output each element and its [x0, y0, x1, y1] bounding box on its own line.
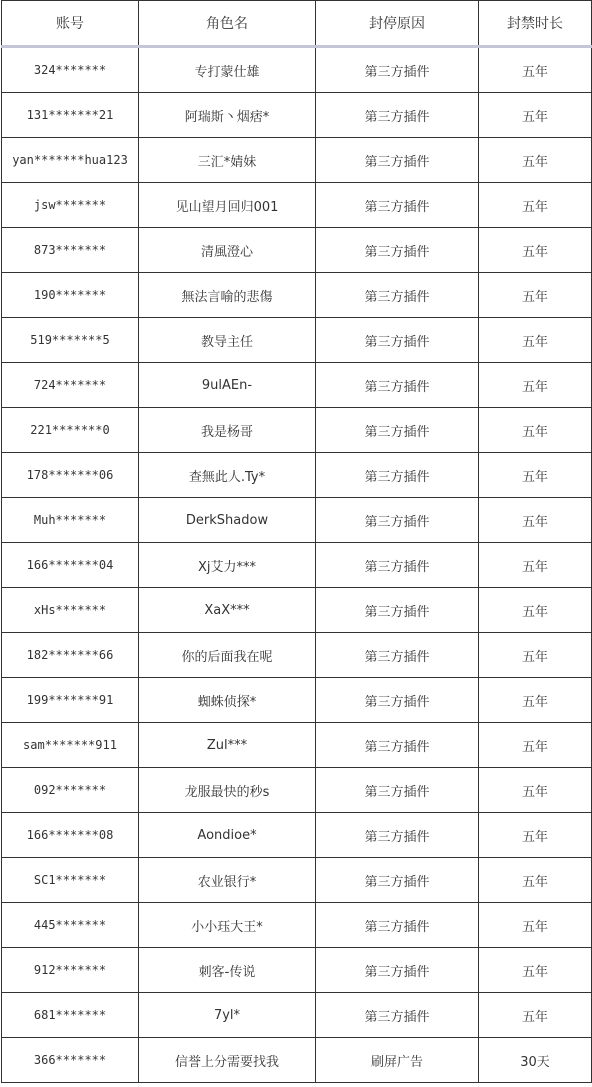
cell-ban-duration: 五年 [479, 318, 592, 363]
cell-role-name: 阿瑞斯丶烟痞* [139, 93, 316, 138]
cell-account: 445******* [2, 903, 139, 948]
table-body [2, 47, 592, 1083]
cell-ban-reason: 第三方插件 [316, 318, 479, 363]
cell-account: 221*******0 [2, 408, 139, 453]
table-row [2, 543, 592, 588]
cell-account: 182*******66 [2, 633, 139, 678]
table-row [2, 768, 592, 813]
cell-ban-reason: 第三方插件 [316, 138, 479, 183]
table-row [2, 498, 592, 543]
table-row [2, 633, 592, 678]
cell-ban-reason: 第三方插件 [316, 543, 479, 588]
table-row [2, 363, 592, 408]
cell-ban-reason: 第三方插件 [316, 768, 479, 813]
cell-ban-duration: 五年 [479, 678, 592, 723]
table-row [2, 723, 592, 768]
table-row [2, 453, 592, 498]
cell-account: sam*******911 [2, 723, 139, 768]
cell-role-name: 7yl* [139, 993, 316, 1038]
cell-ban-reason: 第三方插件 [316, 678, 479, 723]
cell-account: Muh******* [2, 498, 139, 543]
cell-ban-duration: 五年 [479, 138, 592, 183]
cell-ban-duration: 五年 [479, 723, 592, 768]
cell-account: 178*******06 [2, 453, 139, 498]
header-ban-reason: 封停原因 [316, 1, 479, 47]
cell-ban-duration: 五年 [479, 993, 592, 1038]
cell-ban-duration: 五年 [479, 588, 592, 633]
table-row [2, 138, 592, 183]
cell-ban-reason: 第三方插件 [316, 858, 479, 903]
table-row [2, 858, 592, 903]
cell-account: 131*******21 [2, 93, 139, 138]
table-row [2, 813, 592, 858]
cell-ban-reason: 第三方插件 [316, 273, 479, 318]
cell-ban-duration: 五年 [479, 228, 592, 273]
table-row [2, 318, 592, 363]
cell-account: 166*******08 [2, 813, 139, 858]
cell-ban-duration: 五年 [479, 543, 592, 588]
cell-account: 199*******91 [2, 678, 139, 723]
cell-account: 366******* [2, 1038, 139, 1083]
table-row [2, 273, 592, 318]
cell-account: 092******* [2, 768, 139, 813]
cell-role-name: 专打蒙仕雄 [139, 47, 316, 93]
cell-ban-duration: 五年 [479, 47, 592, 93]
cell-ban-duration: 五年 [479, 453, 592, 498]
table-row [2, 903, 592, 948]
cell-account: jsw******* [2, 183, 139, 228]
cell-role-name: DerkShadow [139, 498, 316, 543]
cell-ban-reason: 第三方插件 [316, 588, 479, 633]
cell-account: 912******* [2, 948, 139, 993]
table-row [2, 228, 592, 273]
cell-role-name: Xj艾力*** [139, 543, 316, 588]
cell-role-name: 刺客-传说 [139, 948, 316, 993]
cell-ban-reason: 第三方插件 [316, 723, 479, 768]
cell-account: 166*******04 [2, 543, 139, 588]
cell-role-name: 信誉上分需要找我 [139, 1038, 316, 1083]
cell-ban-duration: 五年 [479, 948, 592, 993]
cell-ban-duration: 五年 [479, 408, 592, 453]
cell-ban-reason: 第三方插件 [316, 453, 479, 498]
cell-ban-duration: 五年 [479, 633, 592, 678]
cell-ban-duration: 五年 [479, 903, 592, 948]
table-row [2, 588, 592, 633]
cell-ban-reason: 第三方插件 [316, 408, 479, 453]
cell-ban-reason: 第三方插件 [316, 47, 479, 93]
cell-ban-reason: 第三方插件 [316, 228, 479, 273]
cell-ban-reason: 第三方插件 [316, 903, 479, 948]
ban-list-table [1, 0, 592, 1083]
cell-ban-duration: 五年 [479, 93, 592, 138]
cell-ban-reason: 刷屏广告 [316, 1038, 479, 1083]
cell-role-name: 我是杨哥 [139, 408, 316, 453]
header-account: 账号 [2, 1, 139, 47]
cell-account: yan*******hua123 [2, 138, 139, 183]
cell-account: 681******* [2, 993, 139, 1038]
table-row [2, 93, 592, 138]
header-role-name: 角色名 [139, 1, 316, 47]
cell-ban-duration: 五年 [479, 813, 592, 858]
cell-ban-reason: 第三方插件 [316, 498, 479, 543]
table-header-row [2, 1, 592, 47]
cell-account: 519*******5 [2, 318, 139, 363]
cell-role-name: Aondioe* [139, 813, 316, 858]
cell-ban-duration: 五年 [479, 183, 592, 228]
cell-account: SC1******* [2, 858, 139, 903]
cell-role-name: 三汇*婧妹 [139, 138, 316, 183]
cell-role-name: 查無此人.Ty* [139, 453, 316, 498]
cell-ban-duration: 五年 [479, 858, 592, 903]
cell-account: 324******* [2, 47, 139, 93]
cell-role-name: 蜘蛛侦探* [139, 678, 316, 723]
cell-account: 190******* [2, 273, 139, 318]
cell-ban-reason: 第三方插件 [316, 813, 479, 858]
cell-role-name: 9ulAEn- [139, 363, 316, 408]
table-row [2, 47, 592, 93]
cell-role-name: 小小珏大王* [139, 903, 316, 948]
cell-ban-duration: 五年 [479, 768, 592, 813]
cell-role-name: XaX*** [139, 588, 316, 633]
cell-account: xHs******* [2, 588, 139, 633]
table-row [2, 678, 592, 723]
cell-role-name: 無法言喻的悲傷 [139, 273, 316, 318]
table-row [2, 183, 592, 228]
table-row [2, 408, 592, 453]
cell-role-name: 教导主任 [139, 318, 316, 363]
cell-account: 873******* [2, 228, 139, 273]
cell-role-name: 见山望月回归001 [139, 183, 316, 228]
table-row [2, 993, 592, 1038]
cell-role-name: 农业银行* [139, 858, 316, 903]
cell-ban-duration: 五年 [479, 498, 592, 543]
cell-ban-reason: 第三方插件 [316, 363, 479, 408]
cell-ban-reason: 第三方插件 [316, 993, 479, 1038]
cell-ban-duration: 五年 [479, 273, 592, 318]
table-row [2, 948, 592, 993]
header-ban-duration: 封禁时长 [479, 1, 592, 47]
cell-account: 724******* [2, 363, 139, 408]
cell-ban-duration: 五年 [479, 363, 592, 408]
cell-ban-reason: 第三方插件 [316, 183, 479, 228]
cell-role-name: 清風澄心 [139, 228, 316, 273]
cell-role-name: Zul*** [139, 723, 316, 768]
cell-ban-reason: 第三方插件 [316, 633, 479, 678]
cell-ban-reason: 第三方插件 [316, 93, 479, 138]
table-row [2, 1038, 592, 1083]
cell-role-name: 龙服最快的秒s [139, 768, 316, 813]
cell-role-name: 你的后面我在呢 [139, 633, 316, 678]
cell-ban-reason: 第三方插件 [316, 948, 479, 993]
cell-ban-duration: 30天 [479, 1038, 592, 1083]
